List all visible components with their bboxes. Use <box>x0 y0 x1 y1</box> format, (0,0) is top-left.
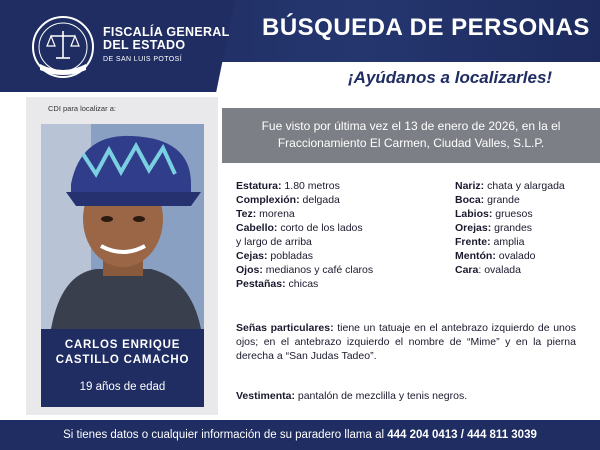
last-seen-line-2: Fraccionamiento El Carmen, Ciudad Valles, S.L.P. <box>277 136 545 150</box>
clothing <box>236 389 576 403</box>
feature-row: Complexión: delgada <box>236 194 340 206</box>
footer-phones[interactable]: 444 204 0413 / 444 811 3039 <box>387 429 537 441</box>
distinguishing-marks-label: Señas particulares: <box>236 322 334 334</box>
feature-row: Ojos: medianos y café claros <box>236 264 374 276</box>
person-name-line-1: CARLOS ENRIQUE <box>64 339 181 351</box>
feature-row: Mentón: ovalado <box>455 250 536 262</box>
agency-line-2: DEL ESTADO <box>103 38 186 52</box>
page-subtitle: ¡Ayúdanos a localizarles! <box>348 68 553 87</box>
footer-contact <box>0 420 600 450</box>
distinguishing-marks <box>236 321 576 363</box>
feature-row: Cejas: pobladas <box>236 250 314 262</box>
person-name-line-2: CASTILLO CAMACHO <box>55 354 190 366</box>
justice-seal-icon <box>30 14 96 80</box>
feature-row: Tez: morena <box>236 208 295 220</box>
distinguishing-marks-text: tiene un tatuaje en el antebrazo izquierdo de unos ojos; en el antebrazo izquierdo el nombre de “Mime” y en la pierna derecha a “San Judas Tadeo”. <box>236 322 576 362</box>
cdi-label: CDI para localizar a: <box>48 104 116 113</box>
agency-name <box>103 26 230 66</box>
feature-row: Frente: amplia <box>455 236 525 248</box>
feature-row: Cabello: corto de los lados <box>236 222 363 234</box>
person-silhouette-icon <box>41 124 204 329</box>
feature-row: y largo de arriba <box>236 236 312 248</box>
features-right <box>455 179 595 277</box>
feature-row: Estatura: 1.80 metros <box>236 180 340 192</box>
page-title: BÚSQUEDA DE PERSONAS <box>262 14 590 41</box>
features-left <box>236 179 451 291</box>
person-photo <box>41 124 204 329</box>
feature-row: Nariz: chata y alargada <box>455 180 565 192</box>
agency-line-3: DE SAN LUIS POTOSÍ <box>103 56 183 63</box>
footer-text: Si tienes datos o cualquier información de su paradero llama al <box>63 429 388 441</box>
header <box>0 0 600 92</box>
feature-row: Labios: gruesos <box>455 208 533 220</box>
clothing-text: pantalón de mezclilla y tenis negros. <box>294 390 468 402</box>
person-age: 19 años de edad <box>79 381 166 393</box>
clothing-label: Vestimenta: <box>236 390 295 402</box>
last-seen-banner <box>222 108 600 163</box>
feature-row: Pestañas: chicas <box>236 278 319 290</box>
feature-row: Orejas: grandes <box>455 222 533 234</box>
person-name-box <box>41 329 204 407</box>
agency-line-1: FISCALÍA GENERAL <box>103 25 230 39</box>
feature-row: Boca: grande <box>455 194 520 206</box>
last-seen-line-1: Fue visto por última vez el 13 de enero de 2026, en la el <box>261 119 561 133</box>
feature-row: Cara: ovalada <box>455 264 521 276</box>
